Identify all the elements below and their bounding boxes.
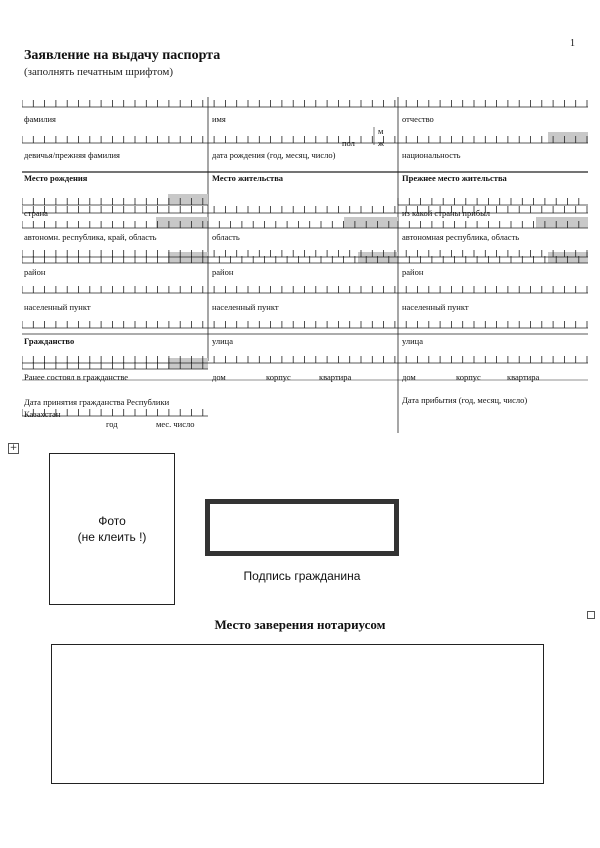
resize-handle-icon[interactable] bbox=[587, 611, 595, 619]
form-grid-lines bbox=[22, 97, 588, 433]
shaded-cell-11 bbox=[168, 358, 208, 369]
birth-place-header: Место рождения bbox=[24, 173, 88, 183]
apartment-label: квартира bbox=[319, 372, 352, 382]
house-label-2: дом bbox=[402, 372, 416, 382]
shaded-cell-7 bbox=[536, 217, 588, 228]
settlement-label-2: населенный пункт bbox=[212, 302, 279, 312]
shaded-cell-5 bbox=[156, 217, 208, 228]
building-label-2: корпус bbox=[456, 372, 481, 382]
signature-label: Подпись гражданина bbox=[243, 569, 361, 583]
signature-box[interactable] bbox=[205, 499, 399, 556]
birth-date-label: дата рождения (год, месяц, число) bbox=[212, 150, 336, 160]
building-label: корпус bbox=[266, 372, 291, 382]
settlement-label: населенный пункт bbox=[24, 302, 91, 312]
settlement-label-3: населенный пункт bbox=[402, 302, 469, 312]
citizenship-date-label: Дата принятия гражданства Республики Казахстан bbox=[24, 397, 170, 419]
nationality-label: национальность bbox=[402, 150, 461, 160]
autonomous-republic-label-2: автономная республика, область bbox=[402, 232, 520, 242]
apartment-label-2: квартира bbox=[507, 372, 540, 382]
shaded-cell-3 bbox=[548, 132, 588, 143]
table-move-handle-icon[interactable]: + bbox=[9, 443, 18, 453]
district-label: район bbox=[24, 267, 46, 277]
region-label: область bbox=[212, 232, 240, 242]
arrival-date-label: Дата прибытия (год, месяц, число) bbox=[402, 395, 528, 405]
shaded-cell-8 bbox=[168, 252, 208, 263]
photo-box bbox=[49, 453, 175, 605]
country-label: страна bbox=[24, 208, 48, 218]
shaded-cell-6 bbox=[344, 217, 398, 228]
notary-title: Место заверения нотариусом bbox=[214, 617, 386, 632]
autonomous-republic-label: автономн. республика, край, область bbox=[24, 232, 157, 242]
year-label: год bbox=[106, 419, 118, 429]
sex-label: пол bbox=[342, 138, 355, 148]
maiden-name-label: девичья/прежняя фамилия bbox=[24, 150, 120, 160]
street-label-2: улица bbox=[402, 336, 423, 346]
shaded-cell-9 bbox=[358, 252, 398, 263]
application-form-grid bbox=[22, 97, 588, 433]
street-label: улица bbox=[212, 336, 233, 346]
patronymic-label: отчество bbox=[402, 114, 434, 124]
sex-female-option[interactable]: ж bbox=[378, 138, 384, 148]
photo-note: (не клеить !) bbox=[77, 530, 147, 544]
form-subtitle: (заполнять печатным шрифтом) bbox=[24, 66, 173, 78]
surname-label: фамилия bbox=[24, 114, 56, 124]
district-label-2: район bbox=[212, 267, 234, 277]
form-title: Заявление на выдачу паспорта bbox=[24, 48, 221, 63]
house-label: дом bbox=[212, 372, 226, 382]
page-number: 1 bbox=[570, 38, 575, 49]
citizenship-header: Гражданство bbox=[24, 336, 75, 346]
photo-label: Фото bbox=[98, 514, 126, 528]
residence-header: Место жительства bbox=[212, 173, 284, 183]
prev-residence-header: Прежнее место жительства bbox=[402, 173, 507, 183]
arrived-from-label: из какой страны прибыл bbox=[402, 208, 491, 218]
former-citizenship-label: Ранее состоял в гражданстве bbox=[24, 372, 129, 382]
shaded-cell-10 bbox=[548, 252, 588, 263]
district-label-3: район bbox=[402, 267, 424, 277]
notary-box[interactable] bbox=[51, 644, 544, 784]
name-label: имя bbox=[212, 114, 226, 124]
shaded-cell-4 bbox=[168, 194, 208, 205]
sex-male-option[interactable]: м bbox=[378, 126, 384, 136]
month-day-label: мес. число bbox=[156, 419, 195, 429]
